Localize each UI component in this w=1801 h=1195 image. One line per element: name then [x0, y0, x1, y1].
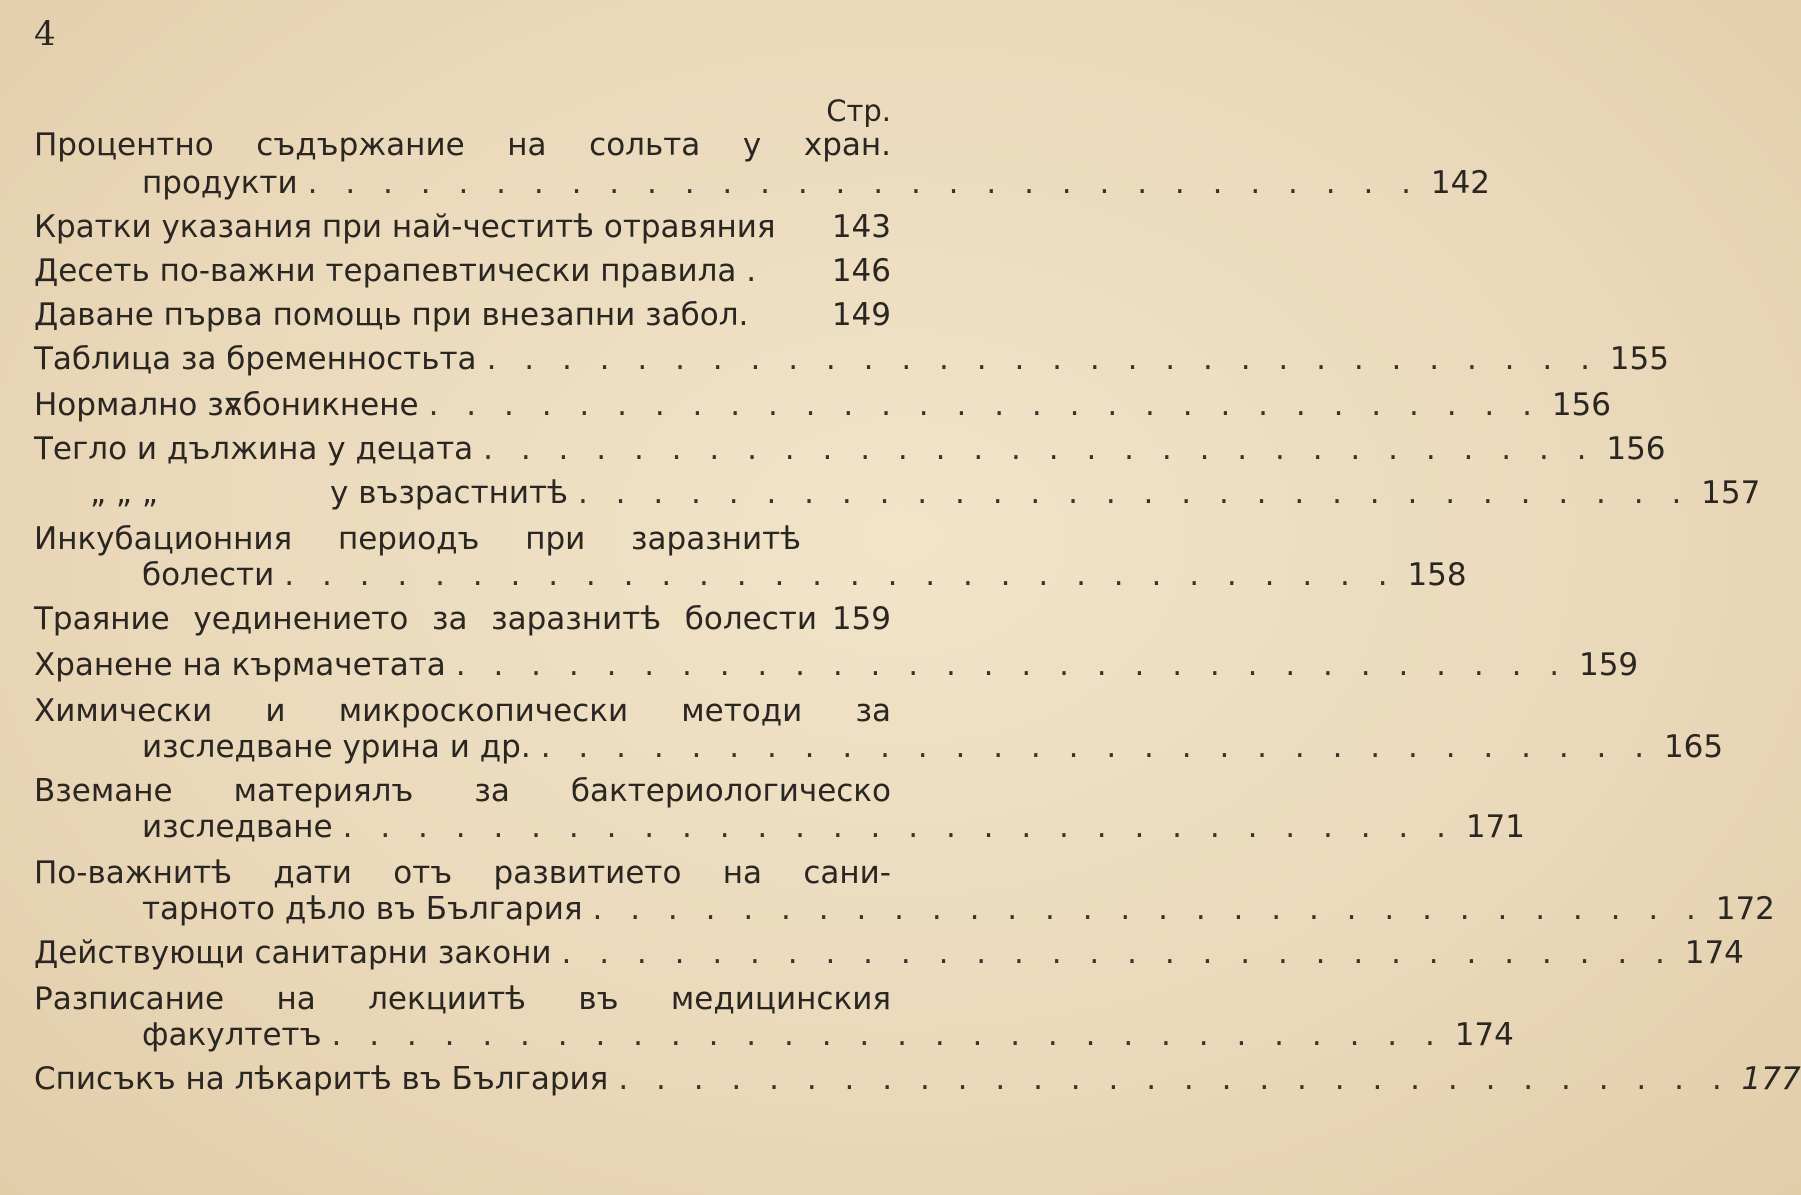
toc-entry-title-cont: факултетъ	[142, 1017, 322, 1053]
toc-entry-title: Хранене на кърмачетата	[34, 647, 446, 683]
toc-entry-line	[34, 386, 1611, 424]
toc-entry-line	[34, 692, 891, 730]
toc-entry-line	[34, 126, 891, 164]
toc-entry-line	[34, 772, 891, 810]
toc-entry-title-cont: продукти	[142, 165, 298, 201]
toc-page-number: 156	[1551, 387, 1611, 423]
toc-page-number: 174	[1454, 1017, 1514, 1053]
toc-entry-line	[34, 340, 1669, 378]
toc-entry-title: Вземане материялъ за бактериологическо	[34, 773, 891, 809]
toc-page-number: 159	[1578, 647, 1639, 683]
dot-leader: . . . . . . . . . . . . . . . . . . . . . . . . . . . . . .	[307, 165, 1421, 201]
toc-entry-title-cont: болести	[142, 557, 275, 593]
toc-entry-title: Разписание на лекциитѣ въ медицинския	[34, 981, 891, 1017]
toc-entry-title-cont: изследване	[142, 809, 333, 845]
toc-entry-line	[142, 164, 1491, 202]
toc-entry-line	[142, 556, 1467, 594]
dot-leader: . . . . . . . . . . . . . . . . . . . . . . . . . . . . . .	[577, 475, 1691, 511]
toc-entry-line	[34, 208, 891, 246]
toc-page-number: 177	[1741, 1061, 1801, 1097]
toc-entry-title: Нормално зѫбоникнене	[34, 387, 419, 423]
toc-page-number: 142	[1430, 165, 1491, 201]
toc-entry-title: Таблица за бременностьта	[34, 341, 477, 377]
toc-page-number: 174	[1684, 935, 1744, 971]
toc-page-number: 146	[831, 253, 891, 289]
toc-entry-line	[142, 1016, 1514, 1054]
toc-entry-title: Десеть по-важни терапевтически правила .	[34, 253, 757, 289]
toc-page-number: 172	[1715, 891, 1775, 927]
toc-entry-line	[142, 808, 1525, 846]
toc-entry-line	[34, 252, 891, 290]
toc-page-number: 157	[1701, 475, 1761, 511]
ditto-marks: „ „ „	[90, 475, 158, 511]
dot-leader: . . . . . . . . . . . . . . . . . . . . . . . . . . . . . .	[455, 647, 1569, 683]
toc-page-number: 143	[831, 209, 891, 245]
page-column-header: Стр.	[826, 94, 891, 128]
toc-entry-line	[142, 728, 1724, 766]
toc-entry-line	[34, 430, 1666, 468]
toc-entry-line	[34, 520, 891, 558]
toc-entry-title: Инкубационния периодъ при заразнитѣ	[34, 521, 801, 557]
toc-page-number: 159	[831, 601, 891, 637]
dot-leader: . . . . . . . . . . . . . . . . . . . . . . . . . . . . . .	[561, 935, 1674, 971]
toc-entry-line	[34, 980, 891, 1018]
toc-page-number: 155	[1609, 341, 1669, 377]
toc-page-number: 171	[1465, 809, 1525, 845]
toc-entry-title: По-важнитѣ дати отъ развитието на сани-	[34, 855, 891, 891]
page-number: 4	[34, 14, 56, 54]
toc-entry-line	[34, 1060, 1801, 1098]
dot-leader: . . . . . . . . . . . . . . . . . . . . . . . . . . . . . .	[284, 557, 1397, 593]
toc-page-number: 156	[1606, 431, 1666, 467]
toc-entry-title: у възрастнитѣ	[330, 475, 568, 511]
dot-leader: . . . . . . . . . . . . . . . . . . . . . . . . . . . . . .	[592, 891, 1705, 927]
toc-entry-title: Тегло и дължина у децата	[34, 431, 474, 467]
toc-entry-title: Списъкъ на лѣкаритѣ въ България	[34, 1061, 609, 1097]
dot-leader: . . . . . . . . . . . . . . . . . . . . . . . . . . . . . .	[342, 809, 1455, 845]
toc-entry-line	[34, 646, 1639, 684]
toc-entry-title: Кратки указания при най-честитѣ отравяния	[34, 209, 776, 245]
dot-leader: . . . . . . . . . . . . . . . . . . . . . . . . . . . . . .	[428, 387, 1541, 423]
dot-leader: . . . . . . . . . . . . . . . . . . . . . . . . . . . . . .	[483, 431, 1596, 467]
toc-entry-line	[34, 600, 891, 638]
dot-leader: . . . . . . . . . . . . . . . . . . . . . . . . . . . . . .	[618, 1061, 1731, 1097]
dot-leader: . . . . . . . . . . . . . . . . . . . . . . . . . . . . . .	[486, 341, 1599, 377]
toc-page-number: 149	[831, 297, 891, 333]
toc-page-number: 165	[1663, 729, 1724, 765]
toc-page-number: 158	[1407, 557, 1467, 593]
toc-entry-title-cont: тарното дѣло въ България	[142, 891, 583, 927]
dot-leader: . . . . . . . . . . . . . . . . . . . . . . . . . . . . . .	[331, 1017, 1444, 1053]
dot-leader: . . . . . . . . . . . . . . . . . . . . . . . . . . . . . .	[540, 729, 1654, 765]
toc-entry-title: Химически и микроскопически методи за	[34, 693, 891, 729]
toc-entry-line	[34, 934, 1744, 972]
toc-entry-title: Процентно съдържание на сольта у хран.	[34, 127, 891, 163]
toc-entry-title-cont: изследване урина и др.	[142, 729, 531, 765]
toc-entry-title: Траяние уединението за заразнитѣ болести	[34, 601, 817, 637]
toc-entry-title: Даване първа помощь при внезапни забол.	[34, 297, 749, 333]
toc-entry-line	[34, 296, 891, 334]
toc-entry-line	[34, 854, 891, 892]
toc-entry-line	[142, 890, 1775, 928]
toc-entry-title: Действующи санитарни закони	[34, 935, 552, 971]
toc-entry-line	[90, 474, 1761, 512]
